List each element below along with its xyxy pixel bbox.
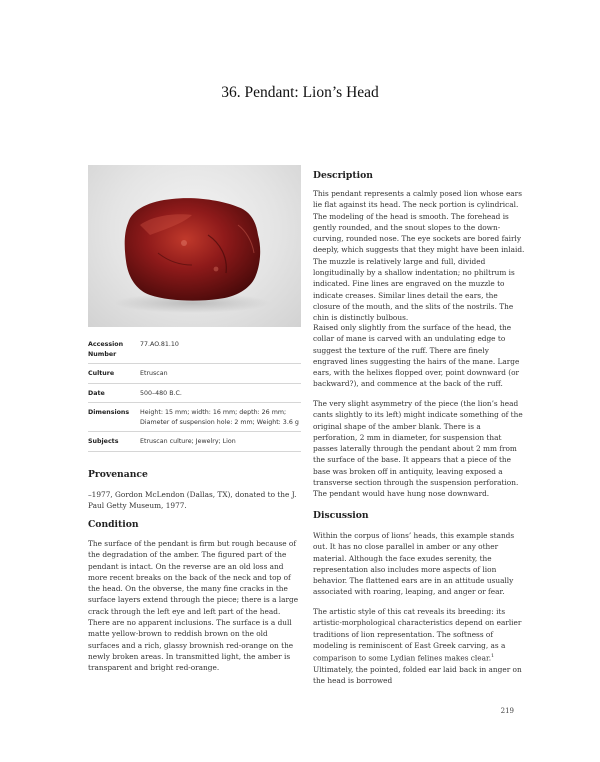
- footnote-ref[interactable]: 1: [491, 653, 495, 660]
- discussion-paragraph-1: Within the corpus of lions’ heads, this example stands out. It has no close parallel in amber or any other material. Although the face exudes serenity, the representation also includes more aspects of lion behavior. The flattened ears are in an attitude usually associated with roaring, leaping, and anger or fear.: [313, 531, 515, 597]
- provenance-text: –1977, Gordon McLendon (Dallas, TX), donated to the J. Paul Getty Museum, 1977.: [88, 490, 297, 511]
- description-paragraph-1: This pendant represents a calmly posed lion whose ears lie flat against its head. The neck portion is cylindrical. The modeling of the head is smooth. The forehead is gently rounded, and the snout slopes to the down-curving, rounded nose. The eye sockets are bored fairly deeply, which suggests that they might have been inlaid. The muzzle is relatively large and full, divided longitudinally by a shallow indentation; no philtrum is indicated. Fine lines are engraved on the muzzle to indicate creases. Similar lines detail the ears, the closure of the mouth, and the slits of the nostrils. The chin is distinctly bulbous.: [313, 189, 525, 323]
- metadata-row-accession: [88, 335, 301, 364]
- metadata-value: 500–480 B.C.: [140, 389, 182, 397]
- metadata-row-dimensions: [88, 403, 301, 432]
- metadata-row-date: [88, 384, 301, 404]
- condition-text: The surface of the pendant is firm but rough because of the degradation of the amber. The figured part of the pendant is intact. On the reverse are an old loss and more recent breaks on the back of the neck and top of the head. On the obverse, the many fine cracks in the surface layers extend through the piece; there is a large crack through the left eye and left part of the head. There are no apparent inclusions. The surface is a dull matte yellow-brown to reddish brown on the old surfaces and a rich, glassy brownish red-orange on the newly broken areas. In transmitted light, the amber is transparent and bright red-orange.: [88, 539, 299, 673]
- metadata-value: 77.AO.81.10: [140, 341, 179, 348]
- metadata-value: Height: 15 mm; width: 16 mm; depth: 26 mm; Diameter of suspension hole: 2 mm; Weight: 3.6 g: [140, 409, 299, 426]
- discussion-heading: Discussion: [313, 510, 369, 521]
- metadata-row-culture: [88, 364, 301, 384]
- discussion-text-b: Ultimately, the pointed, folded ear laid back in anger on the head is borrowed: [313, 664, 522, 686]
- metadata-table: [88, 335, 301, 452]
- metadata-key: Subjects: [88, 438, 119, 445]
- metadata-key: Culture: [88, 370, 115, 377]
- description-heading: Description: [313, 170, 373, 181]
- metadata-value: Etruscan: [140, 370, 168, 377]
- provenance-heading: Provenance: [88, 469, 148, 480]
- discussion-paragraph-2: [313, 606, 526, 687]
- discussion-text-a: The artistic style of this cat reveals its breeding: its artistic-morphological characteristics depend on earlier traditions of lion representation. The softness of modeling is reminiscent of East Greek carving, as a comparison to some Lydian felines makes clear.: [313, 607, 522, 663]
- description-paragraph-3: The very slight asymmetry of the piece (the lion’s head cants slightly to its left) might indicate something of the original shape of the amber blank. There is a perforation, 2 mm in diameter, for suspension that passes laterally through the pendant about 2 mm from the surface of the base. It appears that a piece of the base was broken off in antiquity, leaving exposed a transverse section through the suspension perforation. The pendant would have hung nose downward.: [313, 399, 523, 499]
- pendant-photo: [88, 165, 301, 327]
- page-number: 219: [500, 707, 514, 715]
- metadata-value: Etruscan culture; Jewelry; Lion: [140, 438, 236, 445]
- page-title: 36. Pendant: Lion’s Head: [221, 84, 379, 101]
- metadata-key: Date: [88, 389, 105, 397]
- metadata-key: Dimensions: [88, 409, 130, 416]
- metadata-key: Accession Number: [88, 341, 124, 358]
- amber-pendant-image: [88, 165, 301, 327]
- metadata-row-subjects: [88, 432, 301, 452]
- description-paragraph-2: Raised only slightly from the surface of the head, the collar of mane is carved with an undulating edge to suggest the texture of the ruff. There are finely engraved lines suggesting the hairs of the mane. Large ears, with the helixes flopped over, point downward (or backward?), and commence at the back of the ruff.: [313, 323, 520, 389]
- condition-heading: Condition: [88, 519, 139, 530]
